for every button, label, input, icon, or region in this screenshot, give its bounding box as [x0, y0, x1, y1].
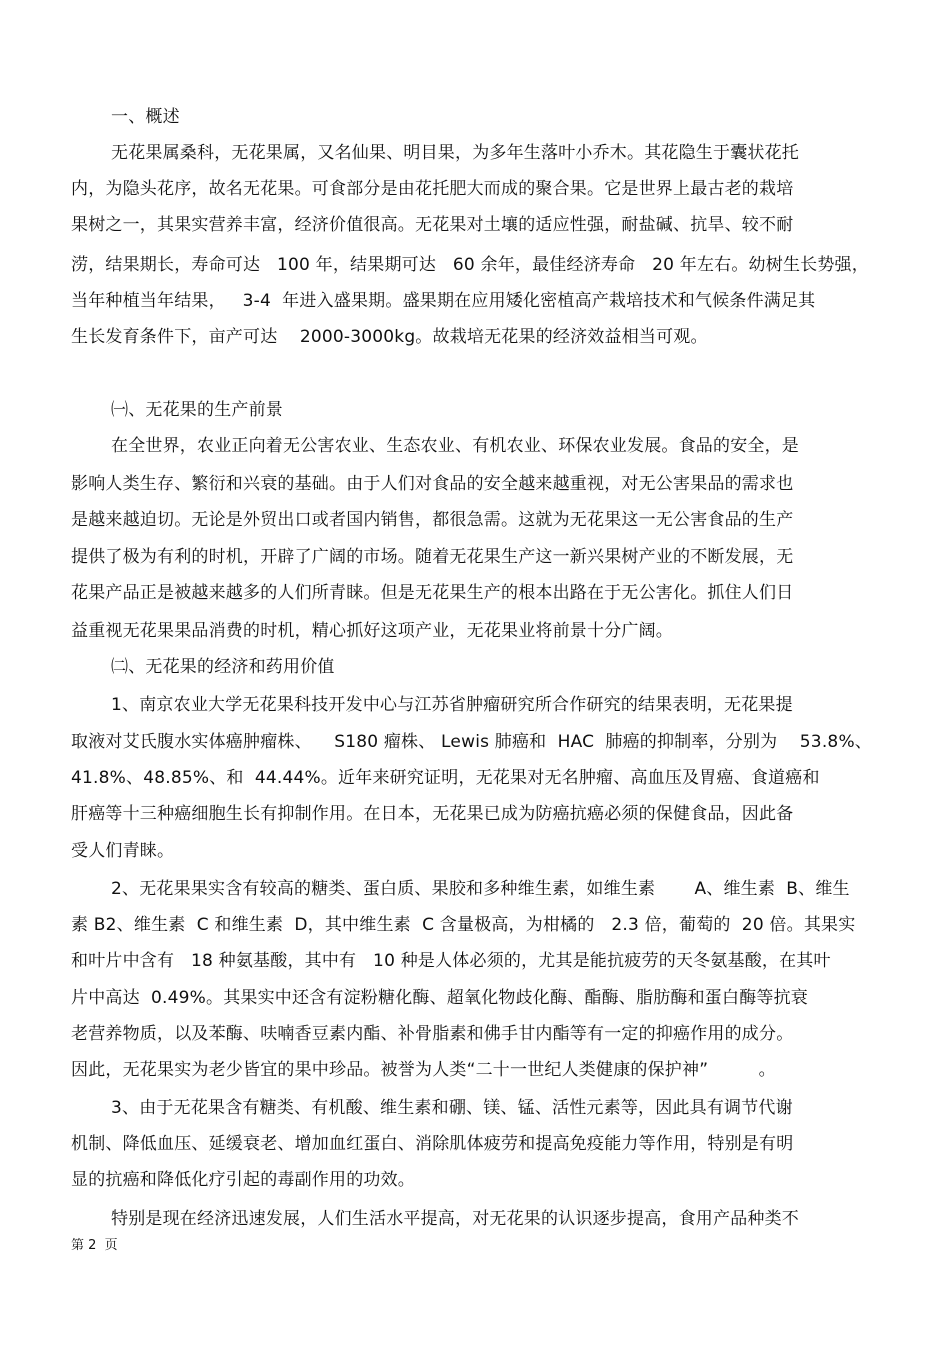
item2-line-2: 素 B2、维生素 C 和维生素 D，其中维生素 C 含量极高，为柑橘的 2.3 倍，葡萄的 20 倍。其果实	[71, 915, 856, 935]
item2-line-5: 老营养物质，以及苯酶、呋喃香豆素内酯、补骨脂素和佛手甘内酯等有一定的抑癌作用的成分。	[71, 1024, 794, 1044]
item3-line-2: 机制、降低血压、延缓衰老、增加血红蛋白、消除肌体疲劳和提高免疫能力等作用，特别是有明	[71, 1134, 794, 1154]
item1-line-5: 受人们青睐。	[71, 841, 175, 861]
item1-line-3: 41.8%、48.85%、和 44.44%。近年来研究证明，无花果对无名肿瘤、高血压及胃癌、食道癌和	[71, 768, 820, 788]
para1-line-4: 涝，结果期长，寿命可达 100 年，结果期可达 60 余年，最佳经济寿命 20 年左右。幼树生长势强，	[71, 255, 869, 275]
item1-line-2: 取液对艾氏腹水实体癌肿瘤株、 S180 瘤株、 Lewis 肺癌和 HAC 肺癌的抑制率，分别为 53.8%、	[71, 732, 872, 752]
subsection-title-2: ㈡、无花果的经济和药用价值	[111, 657, 335, 677]
item2-line-4: 片中高达 0.49%。其果实中还含有淀粉糖化酶、超氧化物歧化酶、酯酶、脂肪酶和蛋白酶等抗衰	[71, 988, 809, 1008]
para2-line-2: 影响人类生存、繁衍和兴衰的基础。由于人们对食品的安全越来越重视，对无公害果品的需求也	[71, 474, 794, 494]
para2-line-3: 是越来越迫切。无论是外贸出口或者国内销售，都很急需。这就为无花果这一无公害食品的生产	[71, 510, 794, 530]
item3-line-3: 显的抗癌和降低化疗引起的毒副作用的功效。	[71, 1170, 415, 1190]
para2-line-1: 在全世界，农业正向着无公害农业、生态农业、有机农业、环保农业发展。食品的安全，是	[111, 436, 799, 456]
last-para-line-1: 特别是现在经济迅速发展，人们生活水平提高，对无花果的认识逐步提高，食用产品种类不	[111, 1209, 799, 1229]
para1-line-2: 内，为隐头花序，故名无花果。可食部分是由花托肥大而成的聚合果。它是世界上最古老的栽培	[71, 179, 794, 199]
item2-line-1: 2、无花果果实含有较高的糖类、蛋白质、果胶和多种维生素，如维生素 A、维生素 B、维生	[111, 879, 850, 899]
item3-line-1: 3、由于无花果含有糖类、有机酸、维生素和硼、镁、锰、活性元素等，因此具有调节代谢	[111, 1098, 793, 1118]
para1-line-6: 生长发育条件下，亩产可达 2000-3000kg。故栽培无花果的经济效益相当可观。	[71, 327, 708, 347]
para1-line-3: 果树之一，其果实营养丰富，经济价值很高。无花果对土壤的适应性强，耐盐碱、抗旱、较不耐	[71, 215, 794, 235]
page-number: 第 2 页	[71, 1238, 118, 1253]
item1-line-4: 肝癌等十三种癌细胞生长有抑制作用。在日本，无花果已成为防癌抗癌必须的保健食品，因此备	[71, 804, 794, 824]
para2-line-4: 提供了极为有利的时机，开辟了广阔的市场。随着无花果生产这一新兴果树产业的不断发展，无	[71, 547, 794, 567]
subsection-title-1: ㈠、无花果的生产前景	[111, 400, 283, 420]
para2-line-5: 花果产品正是被越来越多的人们所青睐。但是无花果生产的根本出路在于无公害化。抓住人们日	[71, 583, 794, 603]
para1-line-5: 当年种植当年结果， 3-4 年进入盛果期。盛果期在应用矮化密植高产栽培技术和气候条件满足其	[71, 291, 816, 311]
item1-line-1: 1、南京农业大学无花果科技开发中心与江苏省肿瘤研究所合作研究的结果表明，无花果提	[111, 695, 793, 715]
para1-line-1: 无花果属桑科，无花果属，又名仙果、明目果，为多年生落叶小乔木。其花隐生于囊状花托	[111, 143, 799, 163]
item2-line-3: 和叶片中含有 18 种氨基酸，其中有 10 种是人体必须的，尤其是能抗疲劳的天冬氨基酸，在其叶	[71, 951, 831, 971]
section-title: 一、概述	[111, 107, 180, 127]
para2-line-6: 益重视无花果果品消费的时机，精心抓好这项产业，无花果业将前景十分广阔。	[71, 621, 673, 641]
item2-line-6: 因此，无花果实为老少皆宜的果中珍品。被誉为人类“二十一世纪人类健康的保护神” 。	[71, 1060, 776, 1080]
